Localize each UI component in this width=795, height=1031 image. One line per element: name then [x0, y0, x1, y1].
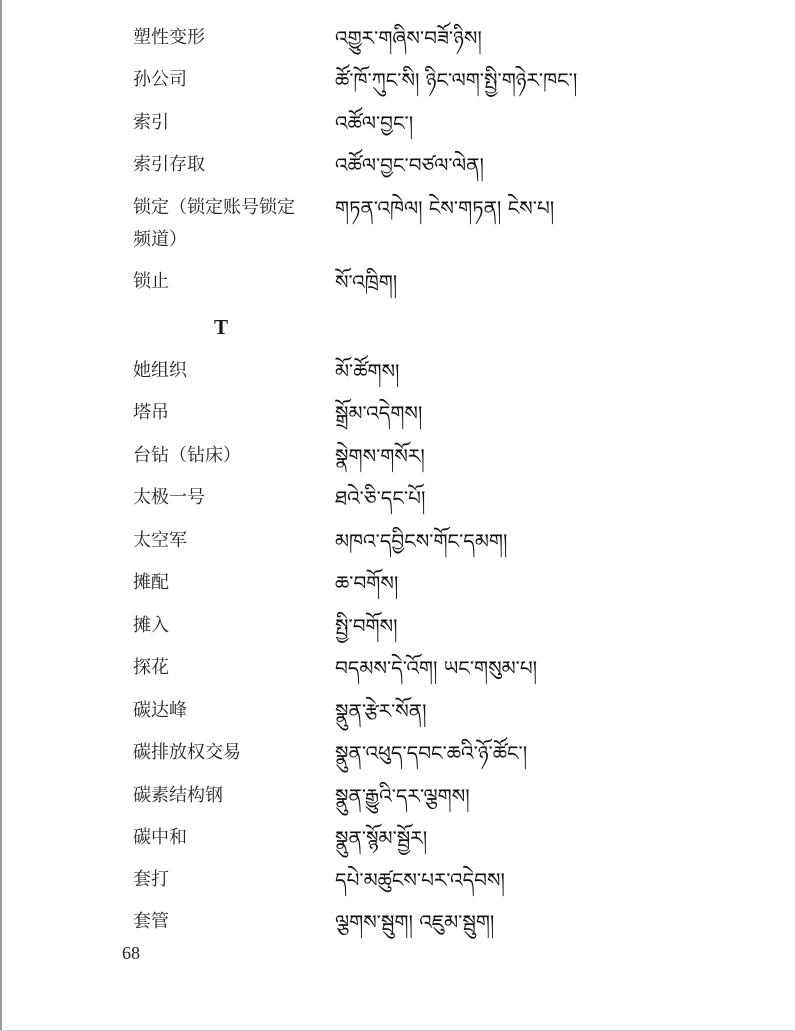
tibetan-term: ལྕགས་སྦུག། འཇུམ་སྦུག། — [335, 910, 495, 934]
tibetan-term: སྣུན་རྩེར་སོན། — [335, 699, 427, 723]
tibetan-term: སྣེགས་གསོར། — [335, 444, 425, 468]
tibetan-term: སོ་འཁྲིག། — [335, 270, 398, 294]
tibetan-term: ཐའེ་ཅི་དང་པོ། — [335, 486, 426, 510]
chinese-term: 碳达峰 — [133, 700, 187, 721]
tibetan-term: སྒྲོམ་འདེགས། — [335, 401, 423, 425]
chinese-term: 摊入 — [133, 615, 169, 636]
chinese-term: 碳素结构钢 — [133, 785, 223, 806]
tibetan-term: སྣུན་སྙོམ་སྦྱོར། — [335, 826, 428, 850]
tibetan-term: ཚོ་ཁོ་ཀུང་སི། ཉིང་ལག་སྤྱི་གཉེར་ཁང་། — [335, 68, 578, 92]
chinese-term: 锁定（锁定账号锁定频道） — [133, 197, 295, 250]
tibetan-term: མོ་ཚོགས། — [335, 359, 400, 383]
chinese-term: 摊配 — [133, 572, 169, 593]
tibetan-term: གཏན་འཁེལ། ངེས་གཏན། ངེས་པ། — [335, 196, 555, 220]
chinese-term: 塔吊 — [133, 402, 169, 423]
tibetan-term: སྤྱི་བགོས། — [335, 614, 398, 638]
tibetan-term: དཔེ་མཚུངས་པར་འདེབས། — [335, 868, 505, 892]
tibetan-term: སྣུན་རྒྱུའི་དར་ལྕགས། — [335, 784, 470, 808]
tibetan-term: འགྱུར་གཞིས་བཟོ་ཉིས། — [335, 26, 482, 50]
page-left-edge — [0, 0, 2, 1031]
page-number: 68 — [122, 943, 140, 963]
tibetan-term: འཚོལ་བྱང་། — [335, 111, 414, 135]
chinese-term: 套打 — [133, 869, 169, 890]
chinese-term: 台钻（钻床） — [133, 445, 241, 466]
chinese-term: 锁止 — [133, 271, 169, 292]
chinese-term: 太极一号 — [133, 487, 205, 508]
chinese-term: 她组织 — [133, 360, 187, 381]
chinese-term: 索引存取 — [133, 154, 205, 175]
tibetan-term: སྣུན་འཕུད་དབང་ཆའི་ཉོ་ཚོང་། — [335, 741, 528, 765]
chinese-term: 索引 — [133, 112, 169, 133]
tibetan-term: མཁའ་དབྱིངས་གོང་དམག། — [335, 529, 508, 553]
chinese-term: 太空军 — [133, 530, 187, 551]
chinese-term: 塑性变形 — [133, 27, 205, 48]
chinese-term: 碳中和 — [133, 827, 187, 848]
tibetan-term: འཚོལ་བྱང་བཙལ་ལེན། — [335, 153, 484, 177]
chinese-term: 套管 — [133, 911, 169, 932]
section-letter: T — [214, 315, 229, 339]
chinese-term: 探花 — [133, 657, 169, 678]
chinese-term: 孙公司 — [133, 69, 187, 90]
tibetan-term: ཆ་བགོས། — [335, 571, 399, 595]
chinese-term: 碳排放权交易 — [133, 742, 241, 763]
tibetan-term: བདམས་དེ་འོག། ཡང་གསུམ་པ། — [335, 656, 538, 680]
